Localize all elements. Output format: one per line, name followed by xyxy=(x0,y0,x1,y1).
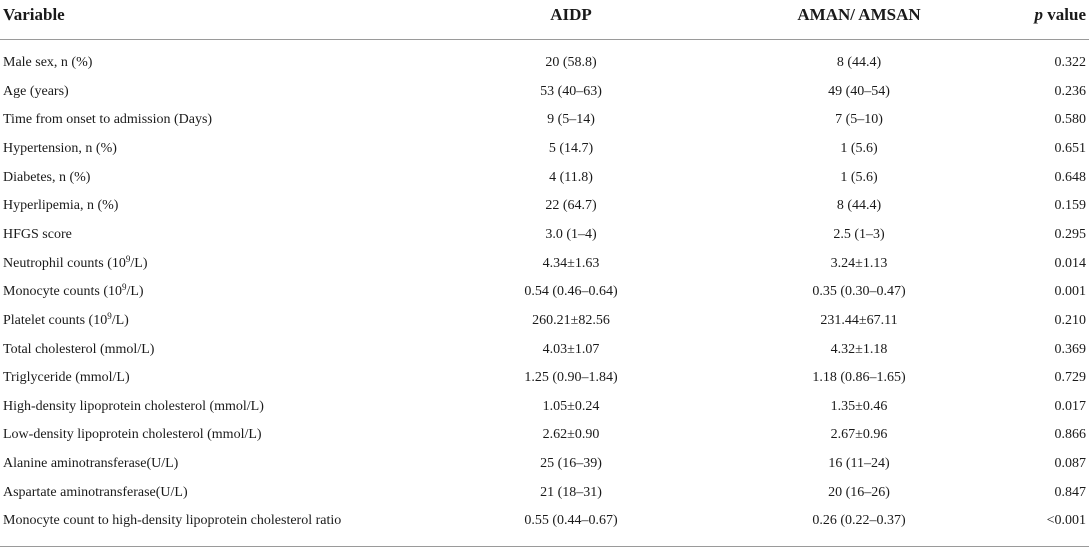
variable-superscript: 9 xyxy=(107,310,112,321)
cell-aman-amsan: 1 (5.6) xyxy=(840,169,878,185)
cell-p-value: 0.651 xyxy=(1054,140,1086,156)
cell-aman-amsan: 3.24±1.13 xyxy=(830,255,888,271)
cell-p-value: 0.369 xyxy=(1054,341,1086,357)
table-row xyxy=(0,307,1089,335)
cell-p-value: 0.729 xyxy=(1054,370,1086,386)
table-row xyxy=(0,421,1089,449)
cell-p-value: 0.580 xyxy=(1054,112,1086,128)
cell-variable: Hypertension, n (%) xyxy=(3,140,117,156)
table-row xyxy=(0,49,1089,77)
cell-variable: Time from onset to admission (Days) xyxy=(3,112,213,128)
header-p-value xyxy=(1035,0,1086,30)
cell-variable: Total cholesterol (mmol/L) xyxy=(3,341,155,357)
header-aidp: AIDP xyxy=(550,5,592,24)
table-row xyxy=(0,364,1089,392)
cell-aidp: 21 (18–31) xyxy=(540,484,602,500)
cell-variable: Aspartate aminotransferase(U/L) xyxy=(3,484,188,500)
cell-p-value: 0.087 xyxy=(1054,456,1086,472)
cell-p-value: 0.295 xyxy=(1054,226,1086,242)
bottom-rule xyxy=(0,546,1089,547)
cell-aidp: 4.03±1.07 xyxy=(542,341,600,357)
cell-p-value: 0.210 xyxy=(1054,312,1086,328)
cell-aman-amsan: 1.35±0.46 xyxy=(830,398,888,414)
cell-aidp: 2.62±0.90 xyxy=(542,427,600,443)
cell-aidp: 260.21±82.56 xyxy=(532,312,610,328)
cell-aman-amsan: 20 (16–26) xyxy=(828,484,890,500)
cell-p-value: <0.001 xyxy=(1046,513,1086,529)
cell-aidp: 0.54 (0.46–0.64) xyxy=(524,284,618,300)
cell-aidp: 1.25 (0.90–1.84) xyxy=(524,370,618,386)
table-header xyxy=(0,0,1089,28)
header-variable: Variable xyxy=(3,5,65,24)
cell-p-value: 0.866 xyxy=(1054,427,1086,443)
table-row xyxy=(0,106,1089,134)
cell-p-value: 0.648 xyxy=(1054,169,1086,185)
cell-variable: High-density lipoprotein cholesterol (mmol/L) xyxy=(3,398,264,414)
cell-p-value: 0.236 xyxy=(1054,83,1086,99)
table-row xyxy=(0,507,1089,535)
cell-aman-amsan: 0.35 (0.30–0.47) xyxy=(812,284,906,300)
cell-variable: Age (years) xyxy=(3,83,69,99)
cell-aidp: 0.55 (0.44–0.67) xyxy=(524,513,618,529)
table-row xyxy=(0,192,1089,220)
cell-aman-amsan: 2.67±0.96 xyxy=(830,427,888,443)
cell-aidp: 25 (16–39) xyxy=(540,456,602,472)
variable-unit: /L) xyxy=(126,284,144,300)
cell-aidp: 3.0 (1–4) xyxy=(545,226,597,242)
variable-superscript: 9 xyxy=(121,282,127,293)
cell-aidp: 53 (40–63) xyxy=(540,83,602,99)
cell-aidp: 4.34±1.63 xyxy=(542,255,600,271)
cell-aidp: 4 (11.8) xyxy=(549,169,593,185)
header-aman-amsan: AMAN/ AMSAN xyxy=(797,5,921,24)
cell-variable: Low-density lipoprotein cholesterol (mmol/L) xyxy=(3,427,262,443)
cell-variable xyxy=(3,307,129,335)
table-row xyxy=(0,78,1089,106)
variable-unit: /L) xyxy=(111,312,129,328)
variable-text: Monocyte counts (10 xyxy=(3,284,122,300)
cell-p-value: 0.001 xyxy=(1054,284,1086,300)
table-row xyxy=(0,479,1089,507)
table-row xyxy=(0,135,1089,163)
variable-text: Platelet counts (10 xyxy=(3,312,108,328)
cell-variable: Monocyte count to high-density lipoprotein cholesterol ratio xyxy=(3,513,342,529)
cell-aman-amsan: 8 (44.4) xyxy=(836,55,882,70)
cell-p-value: 0.017 xyxy=(1054,398,1086,414)
cell-aman-amsan: 0.26 (0.22–0.37) xyxy=(812,513,906,529)
variable-superscript: 9 xyxy=(125,253,131,264)
cell-p-value: 0.014 xyxy=(1054,255,1086,271)
table-row xyxy=(0,336,1089,364)
cell-aman-amsan: 7 (5–10) xyxy=(835,112,883,128)
cell-aidp: 20 (58.8) xyxy=(545,55,597,70)
cell-aidp: 5 (14.7) xyxy=(548,140,594,156)
header-p-rest: value xyxy=(1043,5,1086,24)
cell-variable: Diabetes, n (%) xyxy=(3,169,91,185)
cell-p-value: 0.847 xyxy=(1054,484,1086,500)
cell-aidp: 1.05±0.24 xyxy=(542,398,600,414)
cell-variable xyxy=(3,250,147,278)
header-p-italic: p xyxy=(1034,5,1044,24)
table-row xyxy=(0,250,1089,278)
cell-aman-amsan: 1.18 (0.86–1.65) xyxy=(812,370,906,386)
cell-aman-amsan: 2.5 (1–3) xyxy=(833,226,885,242)
cell-aman-amsan: 16 (11–24) xyxy=(828,456,890,472)
header-divider xyxy=(0,39,1089,40)
cell-variable: Hyperlipemia, n (%) xyxy=(3,198,119,214)
variable-text: Neutrophil counts (10 xyxy=(3,255,126,271)
variable-unit: /L) xyxy=(130,255,148,271)
cell-aidp: 9 (5–14) xyxy=(547,112,595,128)
cell-variable xyxy=(3,278,144,306)
table-row xyxy=(0,221,1089,249)
table-row xyxy=(0,393,1089,421)
cell-variable: Triglyceride (mmol/L) xyxy=(3,370,130,386)
cell-p-value: 0.322 xyxy=(1054,55,1086,70)
cell-variable: HFGS score xyxy=(3,226,72,242)
table-row xyxy=(0,450,1089,478)
cell-aidp: 22 (64.7) xyxy=(545,198,597,214)
cell-aman-amsan: 8 (44.4) xyxy=(836,198,882,214)
cell-aman-amsan: 231.44±67.11 xyxy=(820,312,898,328)
table-row xyxy=(0,278,1089,306)
cell-aman-amsan: 1 (5.6) xyxy=(840,140,878,156)
cell-p-value: 0.159 xyxy=(1054,198,1086,214)
cell-variable: Alanine aminotransferase(U/L) xyxy=(3,456,179,472)
cell-variable: Male sex, n (%) xyxy=(3,55,93,70)
table-row xyxy=(0,164,1089,192)
cell-aman-amsan: 49 (40–54) xyxy=(828,83,890,99)
cell-aman-amsan: 4.32±1.18 xyxy=(830,341,888,357)
